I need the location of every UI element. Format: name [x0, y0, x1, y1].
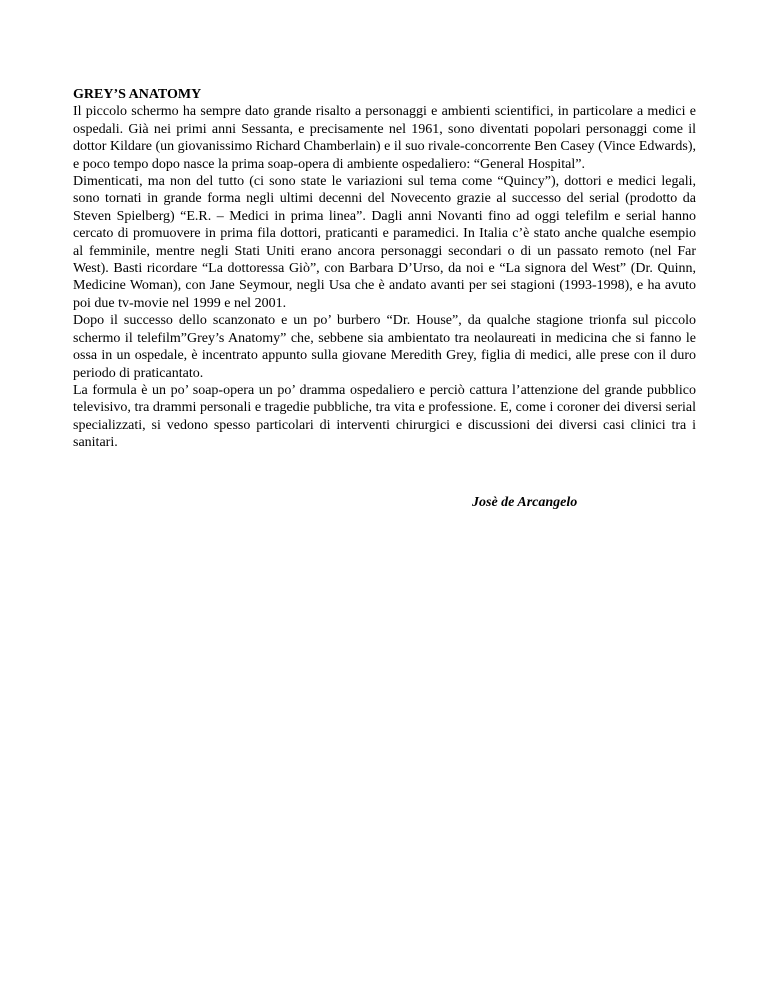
paragraph-2: Dimenticati, ma non del tutto (ci sono state le variazioni sul tema come “Quincy”), dottori e medici legali, sono tornati in grande forma negli ultimi decenni del Novecento grazie al successo del serial (prodotto da Steven Spielberg) “E.R. – Medici in prima linea”. Dagli anni Novanti fino ad oggi telefilm e serial hanno cercato di promuovere in prima fila dottori, praticanti e paramedici. In Italia c’è stato anche qualche esempio al femminile, mentre negli Stati Uniti erano ancora personaggi secondari o di un passato remoto (nel Far West). Basti ricordare “La dottoressa Giò”, con Barbara D’Urso, da noi e “La signora del West” (Dr. Quinn, Medicine Woman), con Jane Seymour, negli Usa che è andato avanti per sei stagioni (1993-1998), e ha avuto poi due tv-movie nel 1999 e nel 2001. — [73, 174, 696, 311]
paragraph-4: La formula è un po’ soap-opera un po’ dramma ospedaliero e perciò cattura l’attenzione del grande pubblico televisivo, tra drammi personali e tragedie pubbliche, tra vita e professione. E, come i coroner dei diversi serial specializzati, si vedono spesso particolari di interventi chirurgici e discussioni dei diversi casi clinici tra i sanitari. — [73, 382, 696, 451]
article-body — [73, 86, 696, 452]
paragraph-1: Il piccolo schermo ha sempre dato grande risalto a personaggi e ambienti scientifici, in particolare a medici e ospedali. Già nei primi anni Sessanta, e precisamente nel 1961, sono diventati popolari personaggi come il dottor Kildare (un giovanissimo Richard Chamberlain) e il suo rivale-concorrente Ben Casey (Vince Edwards), e poco tempo dopo nasce la prima soap-opera di ambiente ospedaliero: “General Hospital”. — [73, 104, 696, 172]
article-title: GREY’S ANATOMY — [73, 87, 202, 102]
paragraph-3: Dopo il successo dello scanzonato e un po’ burbero “Dr. House”, da qualche stagione trionfa sul piccolo schermo il telefilm”Grey’s Anatomy” che, sebbene sia ambientato tra neolaureati in medicina che si fanno le ossa in un ospedale, è incentrato appunto sulla giovane Meredith Grey, figlia di medici, alle prese con il duro periodo di praticantato. — [73, 313, 696, 381]
author-signature: Josè de Arcangelo — [472, 495, 578, 510]
